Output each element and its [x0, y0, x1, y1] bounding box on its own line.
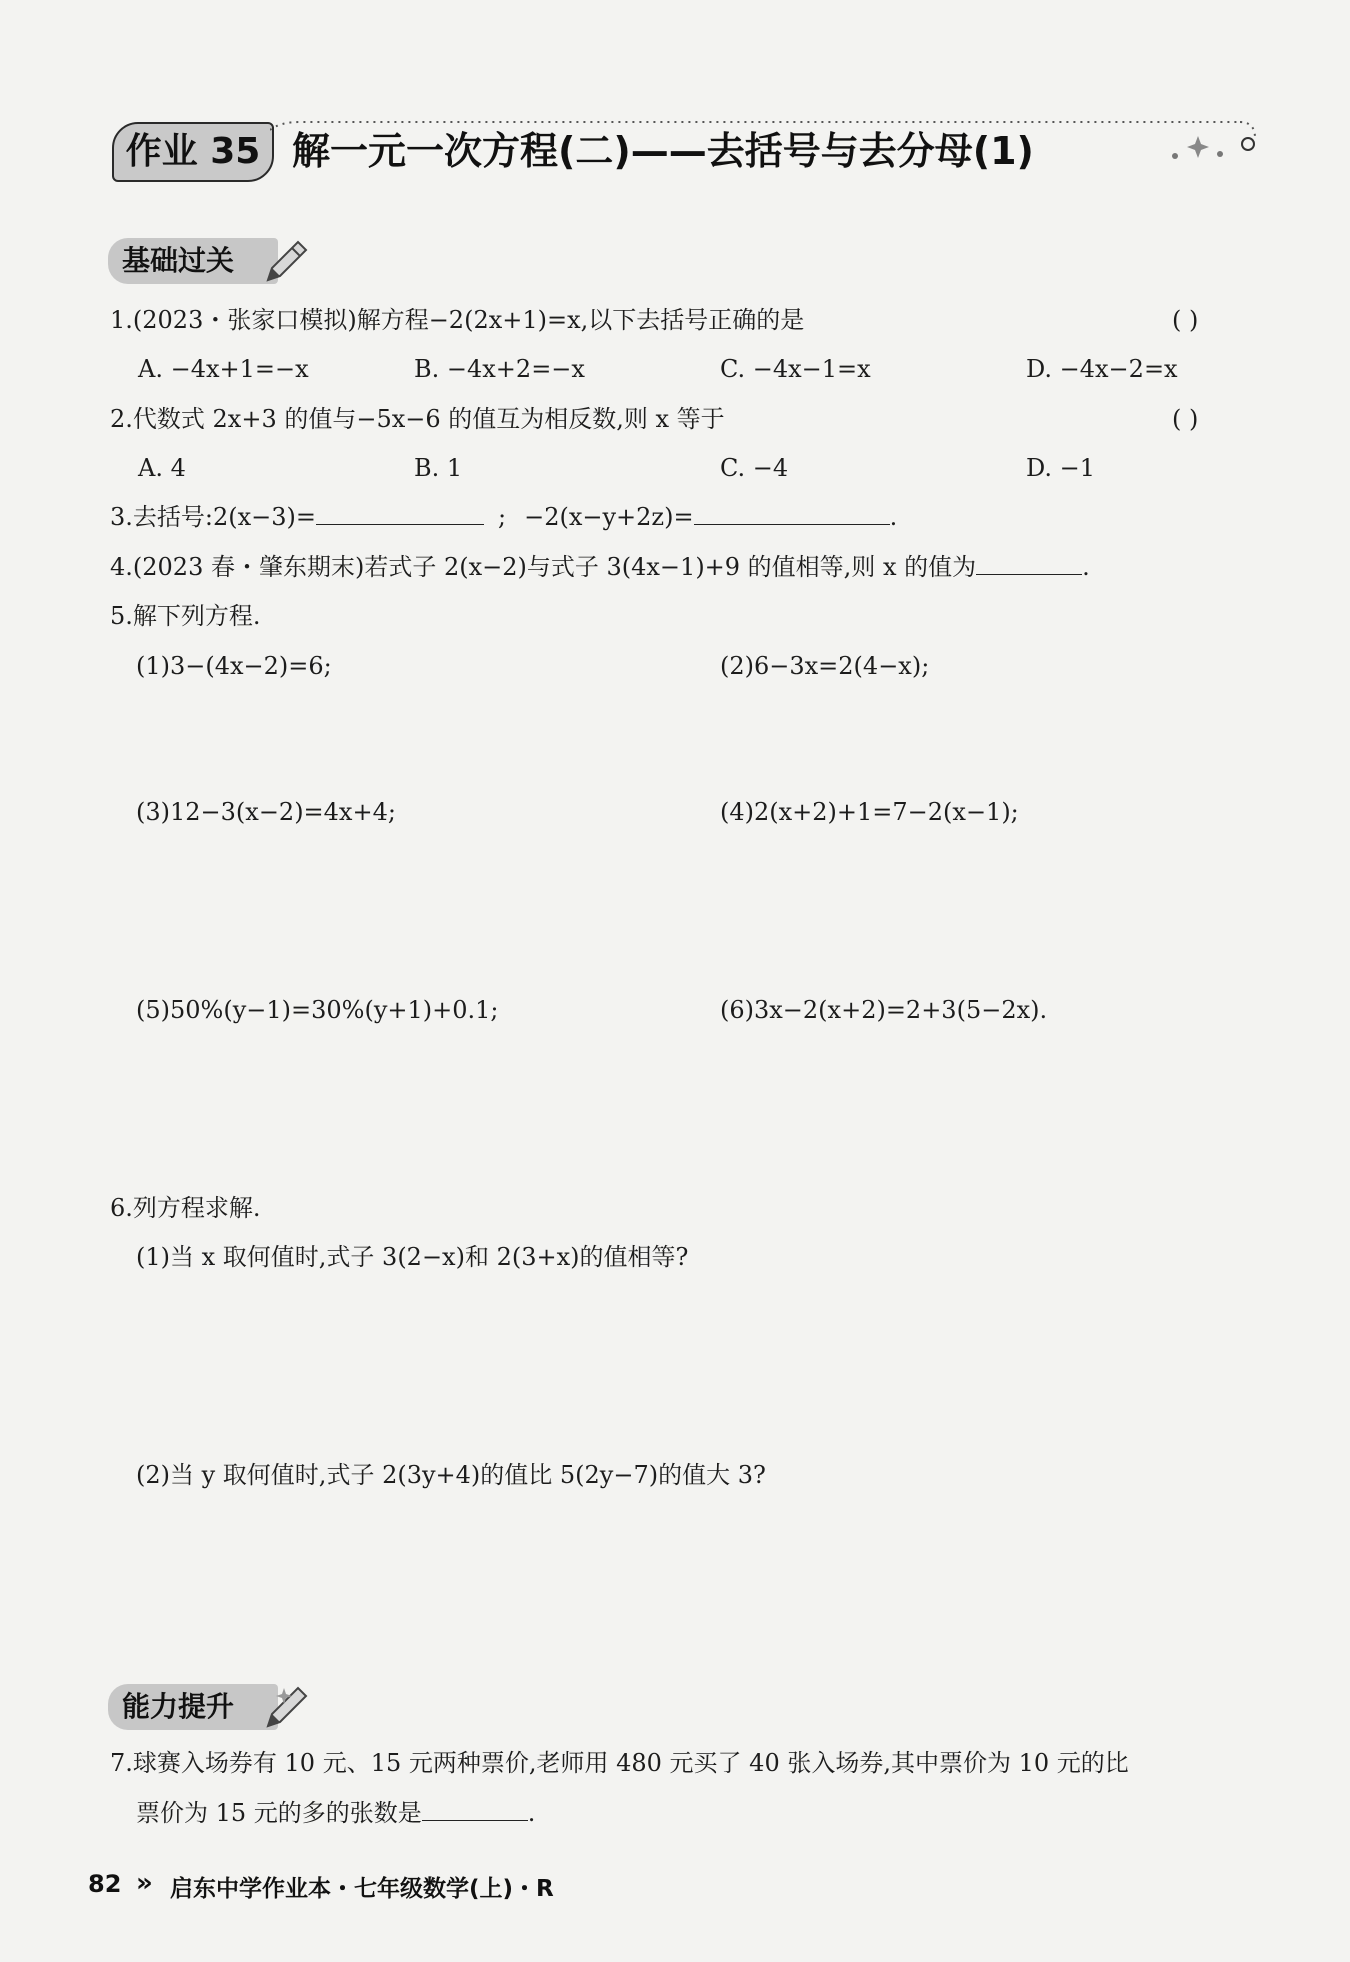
question-3-part-b: −2(x−y+2z)= [524, 503, 694, 531]
page-title: 解一元一次方程(二)——去括号与去分母(1) [292, 129, 1034, 173]
question-2-option-c: C. −4 [720, 454, 789, 482]
question-7-line-1: 7.球赛入场券有 10 元、15 元两种票价,老师用 480 元买了 40 张入场券,其中票价为 10 元的比 [110, 1749, 1129, 1777]
question-6-item-1: (1)当 x 取何值时,式子 3(2−x)和 2(3+x)的值相等? [136, 1243, 689, 1271]
question-5-item-4: (4)2(x+2)+1=7−2(x−1); [720, 798, 1019, 826]
question-4-blank[interactable] [976, 552, 1082, 575]
question-5-stem: 5.解下列方程. [110, 602, 261, 630]
question-7-end: . [527, 1799, 536, 1827]
question-5-item-3: (3)12−3(x−2)=4x+4; [136, 798, 396, 826]
question-2-answer-paren: ( ) [1172, 405, 1199, 433]
question-1-option-a: A. −4x+1=−x [138, 355, 309, 383]
question-4-stem: 4.(2023 春・肇东期末)若式子 2(x−2)与式子 3(4x−1)+9 的值相等,则 x 的值为 [110, 553, 977, 581]
question-1-answer-paren: ( ) [1172, 306, 1199, 334]
question-4 [110, 552, 1090, 582]
page-number: 82 [88, 1870, 122, 1898]
question-5-item-2: (2)6−3x=2(4−x); [720, 652, 930, 680]
question-5-item-6: (6)3x−2(x+2)=2+3(5−2x). [720, 996, 1048, 1024]
question-1-option-b: B. −4x+2=−x [414, 355, 585, 383]
question-3-end: . [889, 503, 898, 531]
chevron-right-icon: » [136, 1868, 147, 1898]
homework-badge: 作业 35 [112, 122, 274, 182]
question-3-blank-a[interactable] [316, 502, 484, 525]
question-1-stem: 1.(2023・张家口模拟)解方程−2(2x+1)=x,以下去括号正确的是 [110, 306, 805, 334]
pencil-icon [262, 236, 310, 286]
sparkle-pencil-icon [262, 1680, 310, 1732]
question-2-option-a: A. 4 [138, 454, 186, 482]
question-7-blank[interactable] [422, 1798, 528, 1821]
section-tag-advanced: 能力提升 [108, 1684, 278, 1730]
question-3 [110, 502, 897, 532]
question-7-stem-end: 票价为 15 元的多的张数是 [136, 1799, 422, 1827]
question-1-option-c: C. −4x−1=x [720, 355, 871, 383]
question-2-option-d: D. −1 [1026, 454, 1096, 482]
question-3-part-a: 3.去括号:2(x−3)= [110, 503, 317, 531]
question-4-end: . [1082, 553, 1090, 581]
book-title: 启东中学作业本・七年级数学(上)・R [170, 1876, 554, 1902]
section-tag-basic: 基础过关 [108, 238, 278, 284]
question-2-option-b: B. 1 [414, 454, 463, 482]
question-1-option-d: D. −4x−2=x [1026, 355, 1178, 383]
question-7-line-2 [136, 1798, 535, 1828]
question-6-stem: 6.列方程求解. [110, 1194, 261, 1222]
question-6-item-2: (2)当 y 取何值时,式子 2(3y+4)的值比 5(2y−7)的值大 3? [136, 1461, 766, 1489]
question-5-item-5: (5)50%(y−1)=30%(y+1)+0.1; [136, 996, 499, 1024]
question-3-blank-b[interactable] [694, 502, 890, 525]
question-2-stem: 2.代数式 2x+3 的值与−5x−6 的值互为相反数,则 x 等于 [110, 405, 725, 433]
question-3-separator: ; [498, 503, 507, 531]
question-5-item-1: (1)3−(4x−2)=6; [136, 652, 332, 680]
